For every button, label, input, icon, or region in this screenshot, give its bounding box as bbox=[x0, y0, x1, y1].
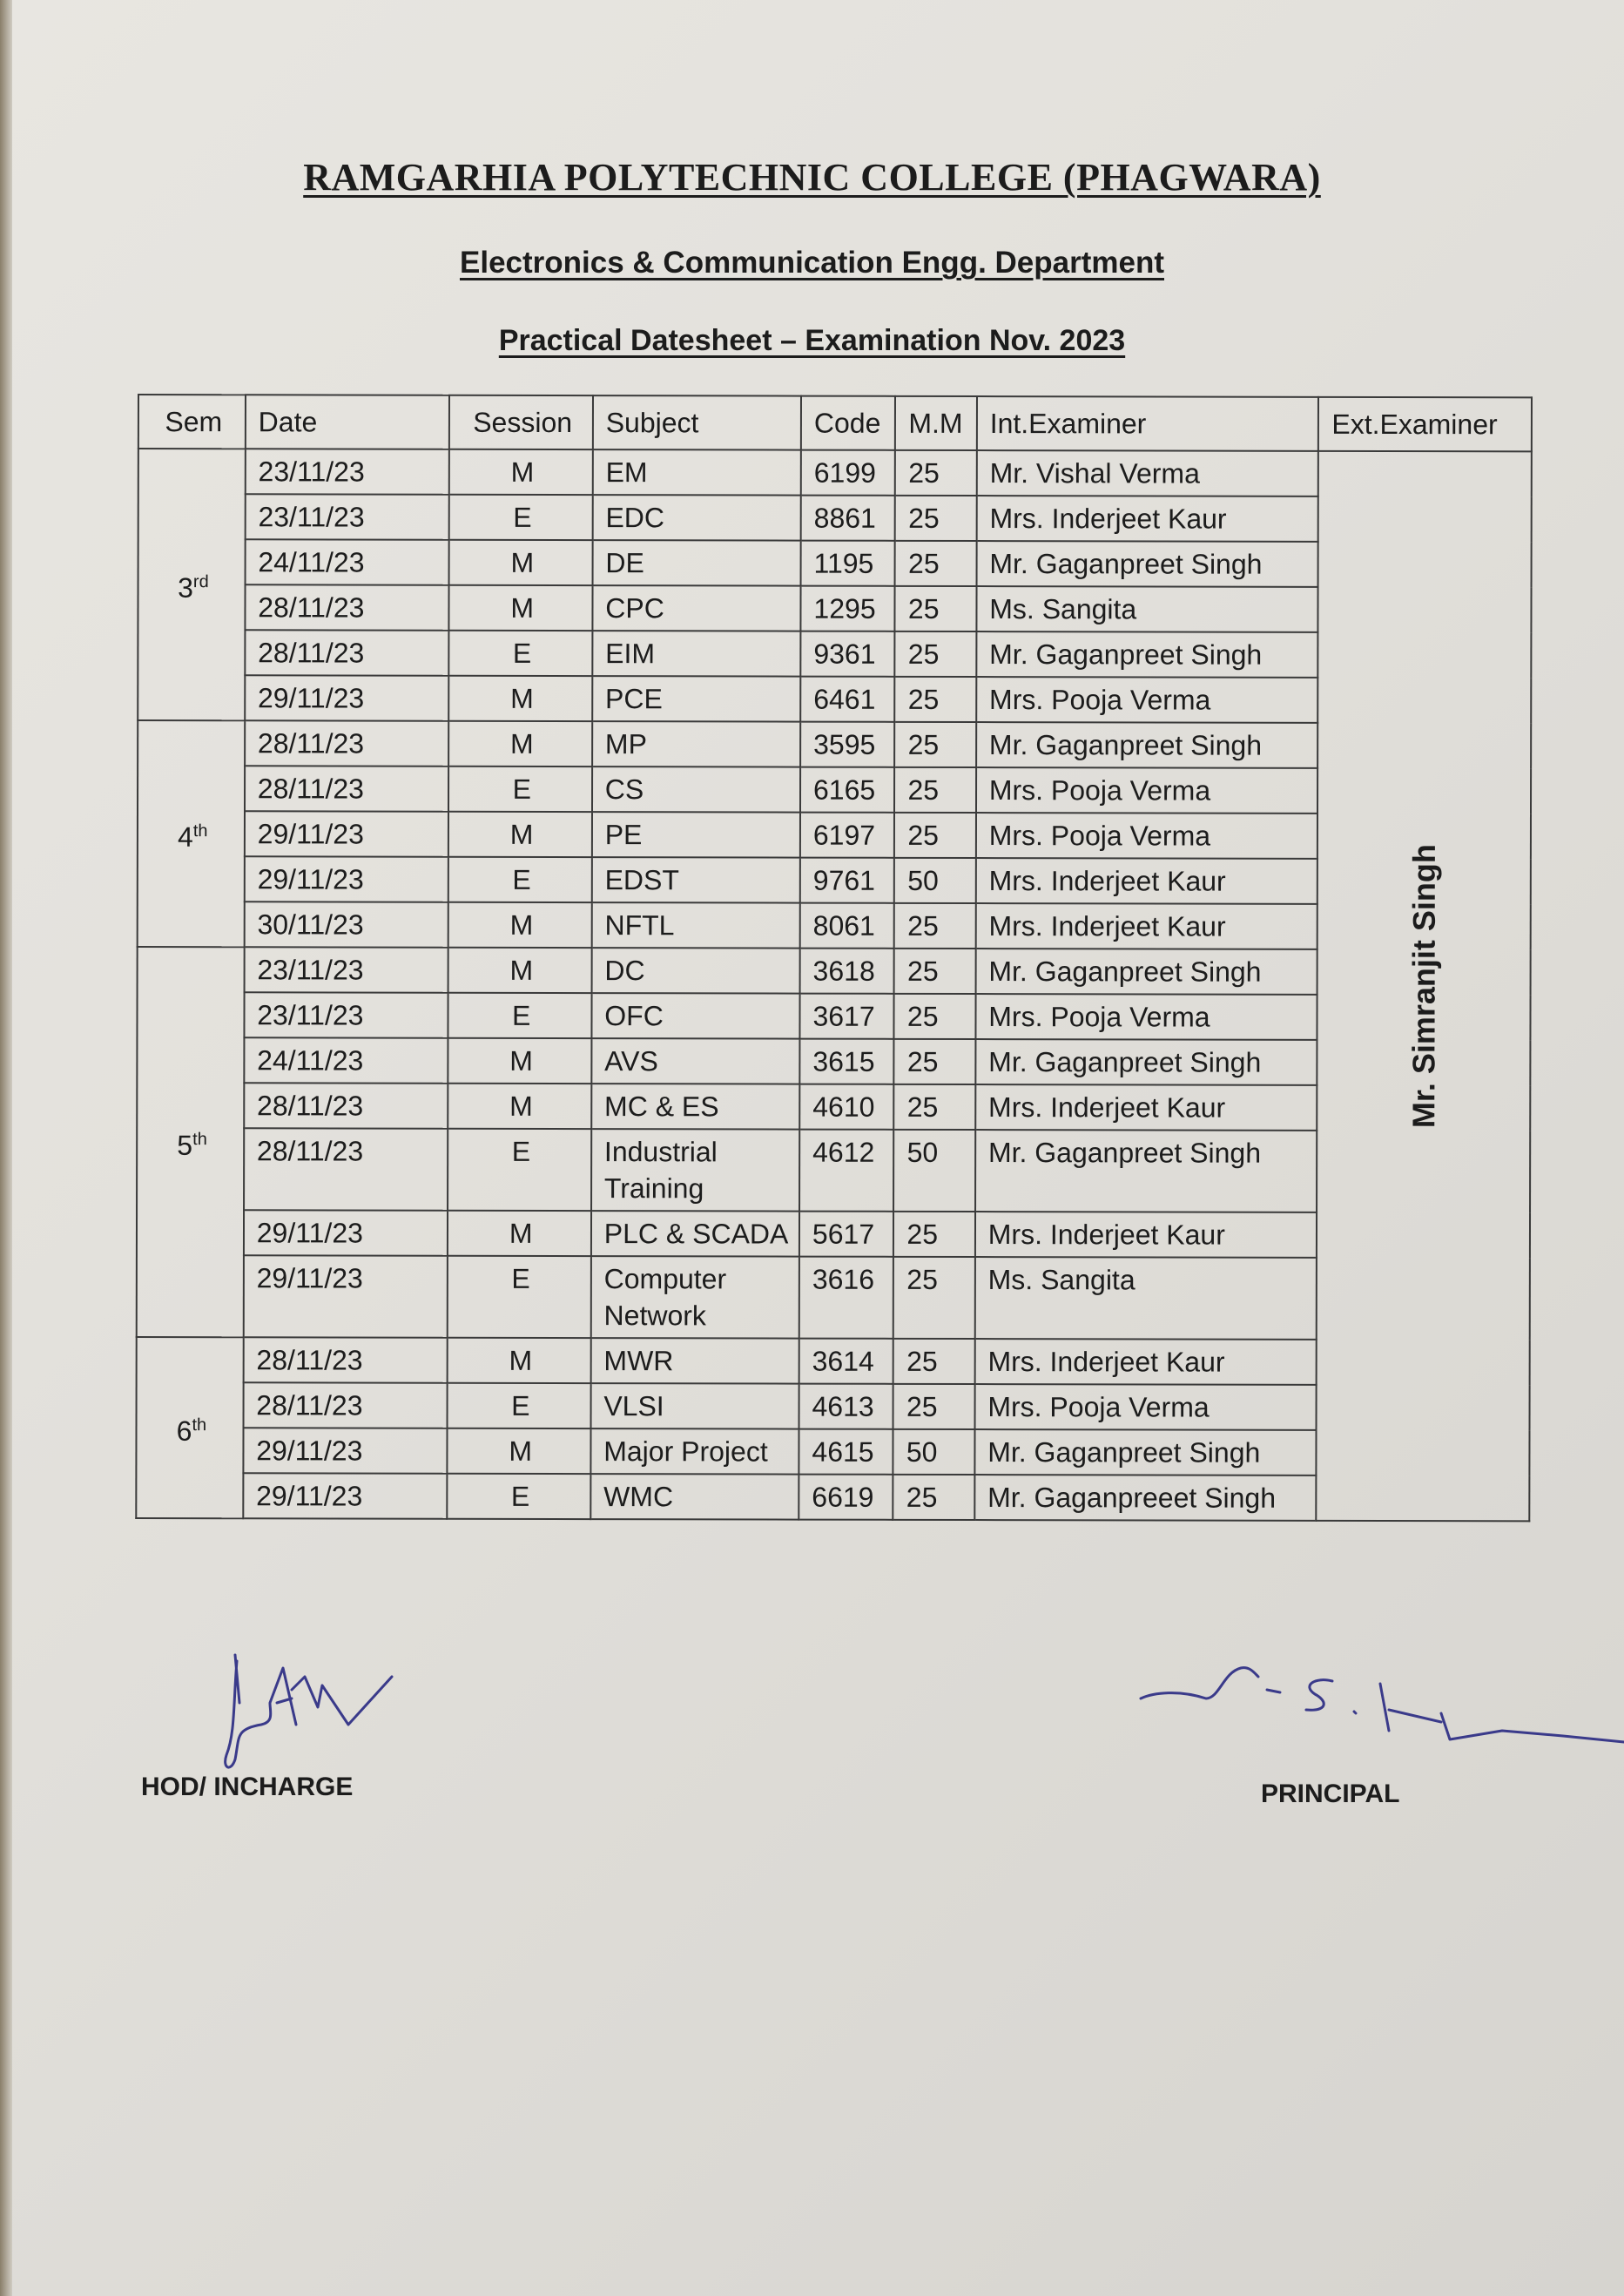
int-examiner-cell: Mrs. Inderjeet Kaur bbox=[976, 496, 1318, 542]
subject-cell: PE bbox=[592, 812, 800, 858]
max-marks-cell: 25 bbox=[895, 586, 976, 631]
session-cell: E bbox=[448, 495, 592, 540]
subject-cell: CS bbox=[592, 766, 800, 813]
table-body bbox=[136, 449, 1532, 1521]
hod-signature bbox=[209, 1651, 401, 1781]
col-header-code: Code bbox=[801, 396, 896, 450]
max-marks-cell: 25 bbox=[894, 1039, 975, 1084]
int-examiner-cell: Mrs. Pooja Verma bbox=[974, 1384, 1317, 1430]
date-cell: 29/11/23 bbox=[243, 1255, 447, 1337]
max-marks-cell: 25 bbox=[893, 1339, 974, 1384]
table-header-row bbox=[138, 395, 1532, 451]
sem-suffix: th bbox=[192, 1415, 207, 1435]
code-cell: 3595 bbox=[800, 722, 895, 767]
date-cell: 29/11/23 bbox=[245, 811, 448, 856]
date-cell: 29/11/23 bbox=[243, 1428, 447, 1473]
sem-cell bbox=[138, 449, 245, 720]
max-marks-cell: 25 bbox=[893, 1257, 975, 1339]
code-cell: 5617 bbox=[799, 1212, 894, 1257]
max-marks-cell: 50 bbox=[893, 1429, 974, 1475]
code-cell: 9361 bbox=[800, 631, 895, 677]
max-marks-cell: 50 bbox=[894, 858, 975, 903]
sem-number: 5 bbox=[177, 1129, 193, 1161]
int-examiner-cell: Mr. Gaganpreet Singh bbox=[975, 1130, 1317, 1212]
col-header-max-marks: M.M bbox=[895, 396, 976, 450]
session-cell: M bbox=[447, 1428, 590, 1474]
session-cell: M bbox=[448, 1211, 591, 1256]
session-cell: E bbox=[448, 993, 591, 1038]
college-title: RAMGARHIA POLYTECHNIC COLLEGE (PHAGWARA) bbox=[303, 156, 1321, 199]
hod-label: HOD/ INCHARGE bbox=[141, 1773, 354, 1801]
int-examiner-cell: Mr. Gaganpreet Singh bbox=[974, 1429, 1317, 1476]
subject-cell: VLSI bbox=[590, 1383, 799, 1429]
sem-number: 6 bbox=[176, 1415, 192, 1447]
int-examiner-cell: Mrs. Pooja Verma bbox=[976, 813, 1318, 859]
max-marks-cell: 25 bbox=[894, 949, 975, 994]
max-marks-cell: 25 bbox=[894, 994, 975, 1039]
code-cell: 8061 bbox=[800, 903, 895, 949]
subject-cell: OFC bbox=[591, 993, 799, 1039]
date-cell: 28/11/23 bbox=[245, 720, 448, 766]
code-cell: 4615 bbox=[799, 1429, 893, 1475]
code-cell: 4610 bbox=[799, 1084, 894, 1130]
max-marks-cell: 25 bbox=[894, 767, 975, 813]
code-cell: 4613 bbox=[799, 1384, 893, 1429]
col-header-session: Session bbox=[449, 395, 593, 449]
int-examiner-cell: Mrs. Inderjeet Kaur bbox=[976, 858, 1318, 904]
session-cell: M bbox=[448, 676, 592, 721]
session-cell: E bbox=[448, 766, 592, 812]
date-cell: 28/11/23 bbox=[245, 766, 448, 811]
session-cell: M bbox=[448, 540, 592, 585]
int-examiner-cell: Mrs. Pooja Verma bbox=[976, 767, 1318, 814]
session-cell: M bbox=[447, 1338, 590, 1383]
col-header-sem: Sem bbox=[138, 395, 246, 449]
max-marks-cell: 50 bbox=[893, 1130, 975, 1212]
int-examiner-cell: Mrs. Inderjeet Kaur bbox=[974, 1339, 1317, 1385]
max-marks-cell: 25 bbox=[895, 541, 976, 586]
ext-examiner-cell bbox=[1317, 451, 1532, 1522]
int-examiner-cell: Ms. Sangita bbox=[976, 586, 1318, 632]
subject-cell: EDC bbox=[592, 495, 800, 541]
date-cell: 28/11/23 bbox=[243, 1382, 447, 1428]
code-cell: 6199 bbox=[801, 450, 896, 496]
date-cell: 28/11/23 bbox=[243, 1337, 447, 1382]
subject-cell: PLC & SCADA bbox=[591, 1211, 799, 1257]
session-cell: M bbox=[448, 1038, 591, 1084]
sem-cell bbox=[136, 1337, 243, 1518]
code-cell: 6165 bbox=[800, 767, 895, 813]
col-header-date: Date bbox=[246, 395, 449, 449]
date-cell: 23/11/23 bbox=[244, 947, 448, 992]
col-header-int-examiner: Int.Examiner bbox=[977, 396, 1319, 451]
code-cell: 4612 bbox=[799, 1130, 894, 1212]
code-cell: 3618 bbox=[800, 949, 895, 994]
subject-cell: MP bbox=[592, 721, 800, 767]
code-cell: 6461 bbox=[800, 677, 895, 722]
session-cell: M bbox=[448, 449, 592, 495]
session-cell: M bbox=[448, 948, 591, 993]
int-examiner-cell: Mr. Vishal Verma bbox=[977, 450, 1319, 496]
max-marks-cell: 25 bbox=[895, 631, 976, 677]
subject-cell: Industrial Training bbox=[591, 1129, 799, 1212]
col-header-ext-examiner: Ext.Examiner bbox=[1318, 397, 1532, 452]
max-marks-cell: 25 bbox=[894, 903, 975, 949]
int-examiner-cell: Mr. Gaganpreet Singh bbox=[976, 541, 1318, 587]
sem-suffix: rd bbox=[192, 571, 209, 591]
sem-number: 4 bbox=[178, 820, 193, 853]
subject-cell: MC & ES bbox=[591, 1084, 799, 1130]
session-cell: E bbox=[448, 631, 592, 676]
int-examiner-cell: Mrs. Pooja Verma bbox=[976, 677, 1318, 723]
session-cell: M bbox=[448, 585, 592, 631]
session-cell: M bbox=[448, 1084, 591, 1129]
code-cell: 3617 bbox=[799, 994, 894, 1039]
subject-cell: Major Project bbox=[590, 1428, 799, 1475]
subject-cell: EM bbox=[593, 449, 801, 496]
code-cell: 1295 bbox=[800, 586, 895, 631]
max-marks-cell: 25 bbox=[895, 677, 976, 722]
int-examiner-cell: Mrs. Inderjeet Kaur bbox=[975, 1212, 1317, 1258]
date-cell: 29/11/23 bbox=[245, 856, 448, 902]
code-cell: 6197 bbox=[800, 813, 895, 858]
principal-signature bbox=[1136, 1659, 1624, 1759]
subject-cell: MWR bbox=[590, 1338, 799, 1384]
date-cell: 29/11/23 bbox=[243, 1473, 447, 1518]
ext-examiner-name: Mr. Simranjit Singh bbox=[1405, 844, 1442, 1129]
code-cell: 3616 bbox=[799, 1257, 894, 1339]
subject-cell: EDST bbox=[592, 857, 800, 903]
max-marks-cell: 25 bbox=[894, 813, 975, 858]
date-cell: 23/11/23 bbox=[244, 992, 448, 1037]
max-marks-cell: 25 bbox=[895, 450, 976, 496]
date-cell: 28/11/23 bbox=[244, 1083, 448, 1128]
col-header-subject: Subject bbox=[593, 395, 801, 450]
int-examiner-cell: Mr. Gaganpreeet Singh bbox=[974, 1475, 1317, 1521]
code-cell: 1195 bbox=[801, 541, 896, 586]
int-examiner-cell: Mr. Gaganpreet Singh bbox=[975, 1039, 1317, 1085]
department-title: Electronics & Communication Engg. Department bbox=[460, 246, 1164, 280]
session-cell: M bbox=[448, 812, 592, 857]
session-cell: M bbox=[448, 902, 591, 948]
principal-label: PRINCIPAL bbox=[1261, 1779, 1400, 1808]
date-cell: 28/11/23 bbox=[245, 630, 448, 675]
subject-cell: DC bbox=[591, 948, 799, 994]
session-cell: E bbox=[447, 1256, 590, 1338]
max-marks-cell: 25 bbox=[893, 1475, 974, 1520]
datesheet-title: Practical Datesheet – Examination Nov. 2023 bbox=[498, 324, 1126, 357]
date-cell: 28/11/23 bbox=[244, 1128, 448, 1210]
session-cell: M bbox=[448, 721, 592, 766]
int-examiner-cell: Mrs. Inderjeet Kaur bbox=[975, 903, 1317, 949]
sem-cell bbox=[138, 720, 245, 947]
int-examiner-cell: Ms. Sangita bbox=[975, 1257, 1317, 1340]
subject-cell: Computer Network bbox=[591, 1256, 799, 1339]
datesheet-table bbox=[135, 394, 1533, 1522]
code-cell: 3614 bbox=[799, 1339, 894, 1384]
int-examiner-cell: Mrs. Pooja Verma bbox=[975, 994, 1317, 1040]
table-row bbox=[138, 449, 1532, 496]
subject-cell: PCE bbox=[592, 676, 800, 722]
subject-cell: NFTL bbox=[591, 902, 799, 949]
date-cell: 24/11/23 bbox=[245, 539, 448, 584]
max-marks-cell: 25 bbox=[895, 722, 976, 767]
int-examiner-cell: Mr. Gaganpreet Singh bbox=[975, 949, 1317, 995]
subject-cell: DE bbox=[592, 540, 800, 586]
subject-cell: AVS bbox=[591, 1038, 799, 1084]
session-cell: E bbox=[448, 857, 591, 902]
int-examiner-cell: Mr. Gaganpreet Singh bbox=[976, 631, 1318, 678]
session-cell: E bbox=[447, 1474, 590, 1519]
code-cell: 8861 bbox=[801, 496, 896, 541]
int-examiner-cell: Mrs. Inderjeet Kaur bbox=[975, 1084, 1317, 1131]
date-cell: 28/11/23 bbox=[245, 584, 448, 630]
max-marks-cell: 25 bbox=[893, 1384, 974, 1429]
max-marks-cell: 25 bbox=[895, 496, 976, 541]
date-cell: 30/11/23 bbox=[244, 902, 448, 947]
subject-cell: WMC bbox=[590, 1474, 799, 1520]
sem-suffix: th bbox=[192, 1129, 207, 1149]
sem-number: 3 bbox=[178, 571, 193, 604]
session-cell: E bbox=[448, 1129, 591, 1211]
subject-cell: EIM bbox=[592, 631, 800, 677]
date-cell: 24/11/23 bbox=[244, 1037, 448, 1083]
sem-cell bbox=[137, 947, 245, 1337]
subject-cell: CPC bbox=[592, 585, 800, 631]
date-cell: 23/11/23 bbox=[246, 449, 449, 494]
max-marks-cell: 25 bbox=[894, 1084, 975, 1130]
session-cell: E bbox=[447, 1383, 590, 1428]
date-cell: 29/11/23 bbox=[245, 675, 448, 720]
code-cell: 9761 bbox=[800, 858, 895, 903]
sem-suffix: th bbox=[192, 820, 208, 841]
int-examiner-cell: Mr. Gaganpreet Singh bbox=[976, 722, 1318, 768]
code-cell: 3615 bbox=[799, 1039, 894, 1084]
date-cell: 29/11/23 bbox=[244, 1210, 448, 1255]
max-marks-cell: 25 bbox=[893, 1212, 974, 1257]
date-cell: 23/11/23 bbox=[245, 494, 448, 539]
code-cell: 6619 bbox=[799, 1475, 893, 1520]
